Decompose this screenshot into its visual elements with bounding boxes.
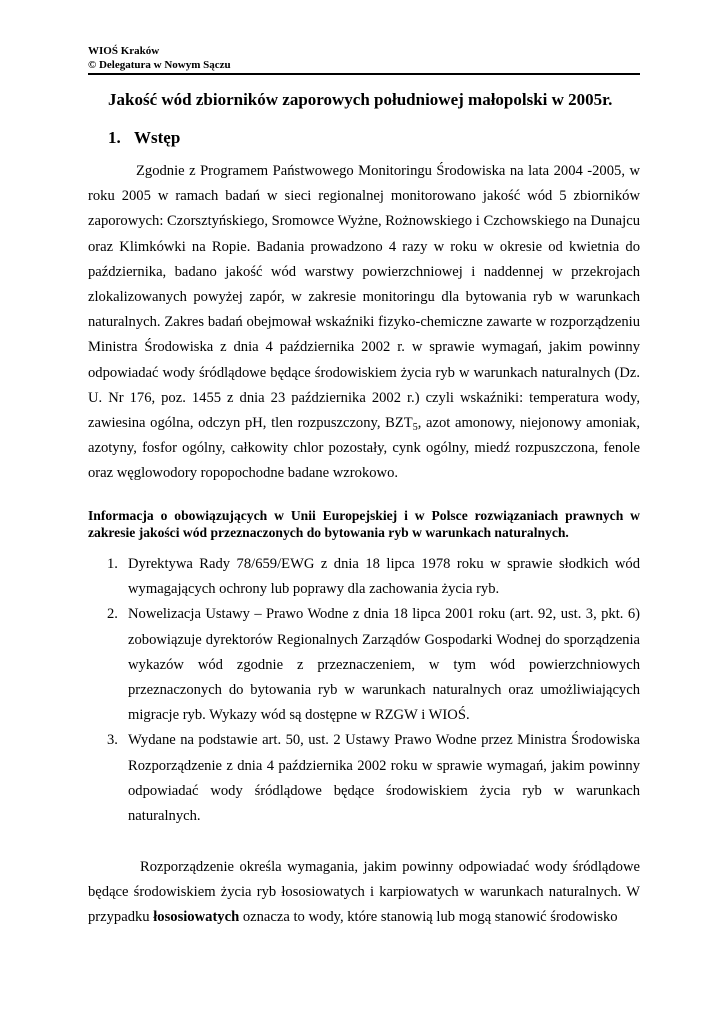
page-header <box>88 44 640 72</box>
list-item-number: 1. <box>107 556 118 572</box>
intro-text-part2: , azot amonowy, niejonowy amoniak, azotyny, fosfor ogólny, całkowity chlor pozostały, cynk ogólny, miedź rozpuszczona, fenole oraz węglowodory ropopochodne badane wzrokowo. <box>88 415 640 482</box>
list-item-text: Dyrektywa Rady 78/659/EWG z dnia 18 lipca 1978 roku w sprawie słodkich wód wymagających ochrony lub poprawy dla zachowania życia ryb. <box>128 556 640 598</box>
legal-info-heading: Informacja o obowiązujących w Unii Europejskiej i w Polsce rozwiązaniach prawnych w zakresie jakości wód przeznaczonych do bytowania ryb w warunkach naturalnych. <box>88 508 640 540</box>
closing-text-part2: oznacza to wody, które stanowią lub mogą stanowić środowisko <box>239 909 618 926</box>
list-item <box>88 728 640 829</box>
list-item-text: Nowelizacja Ustawy – Prawo Wodne z dnia 18 lipca 2001 roku (art. 92, ust. 3, pkt. 6) zobowiązuje dyrektorów Regionalnych Zarządów Gospodarki Wodnej do sporządzenia wykazów wód zgodnie z przeznaczeniem, w tym wód powierzchniowych przeznaczonych do bytowania ryb w warunkach naturalnych oraz umożliwiających migracje ryb. Wykazy wód są dostępne w RZGW i WIOŚ. <box>128 606 640 724</box>
list-item <box>88 552 640 602</box>
intro-text-part1: Zgodnie z Programem Państwowego Monitoringu Środowiska na lata 2004 -2005, w roku 2005 w ramach badań w sieci regionalnej monitorowano jakość wód 5 zbiorników zaporowych: Czorsztyńskiego, Sromowce Wyżne, Rożnowskiego i Czchowskiego na Dunajcu oraz Klimkówki na Ropie. Badania prowadzono 4 razy w roku w okresie od kwietnia do października, badano jakość wód warstwy powierzchniowej i naddennej w przekrojach zlokalizowanych powyżej zapór, w zakresie monitoringu dla bytowania ryb w warunkach naturalnych. Zakres badań obejmował wskaźniki fizyko-chemiczne zawarte w rozporządzeniu Ministra Środowiska z dnia 4 października 2002 r. w sprawie wymagań, jakim powinny odpowiadać wody śródlądowe będące środowiskiem życia ryb w warunkach naturalnych (Dz. U. Nr 176, poz. 1455 z dnia 23 października 2002 r.) czyli wskaźniki: temperatura wody, zawiesina ogólna, odczyn pH, tlen rozpuszczony, BZT <box>88 163 640 432</box>
section-label: Wstęp <box>134 128 181 147</box>
closing-paragraph <box>88 855 640 931</box>
document-title: Jakość wód zbiorników zaporowych południowej małopolski w 2005r. <box>108 90 613 109</box>
section-number: 1. <box>108 128 121 147</box>
header-divider <box>88 73 640 75</box>
list-item-number: 2. <box>107 606 118 623</box>
intro-paragraph <box>88 159 640 487</box>
list-item <box>88 602 640 728</box>
intro-subscript: 5 <box>412 422 418 434</box>
header-branch: © Delegatura w Nowym Sączu <box>88 59 231 71</box>
list-item-number: 3. <box>107 732 118 749</box>
legal-acts-list <box>88 552 640 829</box>
section-heading-introduction <box>108 127 180 149</box>
list-item-text: Wydane na podstawie art. 50, ust. 2 Ustawy Prawo Wodne przez Ministra Środowiska Rozporządzenie z dnia 4 października 2002 roku w sprawie wymagań, jakim powinny odpowiadać wody śródlądowe będące środowiskiem życia ryb w warunkach naturalnych. <box>128 732 640 825</box>
closing-bold-term: łososiowatych <box>153 909 240 926</box>
closing-text-part1: Rozporządzenie określa wymagania, jakim powinny odpowiadać wody śródlądowe będące środowiskiem życia ryb łososiowatych i karpiowatych w warunkach naturalnych. W przypadku <box>88 859 640 926</box>
header-organization: WIOŚ Kraków <box>88 45 160 57</box>
